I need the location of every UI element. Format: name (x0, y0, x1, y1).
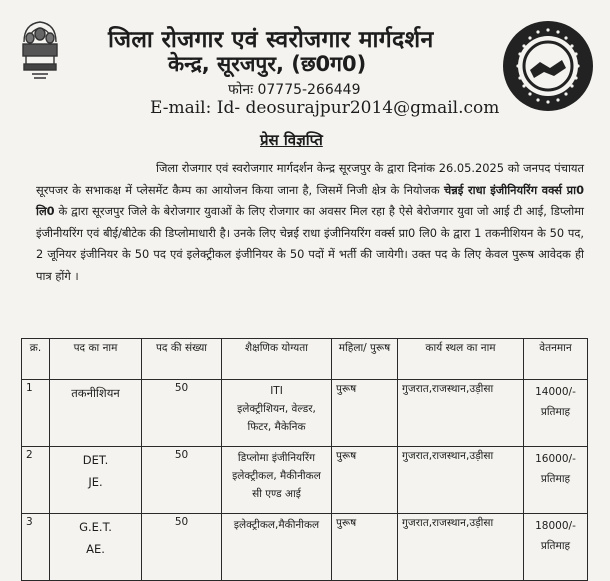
cell-workplace: गुजरात,राजस्थान,उड़ीसा (398, 514, 524, 581)
pay-period: प्रतिमाह (540, 406, 571, 418)
col-header-qualification: शैक्षणिक योग्यता (222, 339, 332, 380)
table-row (22, 447, 588, 514)
pay-amount: 18000/- (535, 520, 576, 532)
qual-line2: इलेक्ट्रीशियन, वेल्डर, (237, 403, 316, 415)
post-line2: AE. (86, 542, 105, 556)
table-row (22, 380, 588, 447)
state-emblem-icon (14, 16, 66, 86)
col-header-sno: क्र. (22, 339, 50, 380)
notice-text-part1: जिला रोजगार एवं स्वरोजगार मार्गदर्शन केन्द्र सूरजपुर के द्वारा दिनांक 26.05.2025 को जनपद पंचायत सूरपजर के सभाकक्ष में प्लेसमेंट कैम्प का आयोजन किया जाना है, जिसमें निजी क्षेत्र के नियोजक (36, 161, 584, 197)
table-row (22, 514, 588, 581)
cell-salary (524, 514, 588, 581)
qual-line2: इलेक्ट्रीकल, मैकीनीकल (232, 470, 321, 482)
qual-line1: डिप्लोमा इंजीनियरिंग (237, 452, 316, 464)
cell-workplace: गुजरात,राजस्थान,उड़ीसा (398, 447, 524, 514)
cell-count: 50 (142, 447, 222, 514)
table-header-row (22, 339, 588, 380)
cell-workplace: गुजरात,राजस्थान,उड़ीसा (398, 380, 524, 447)
office-name-line1: जिला रोजगार एवं स्वरोजगार मार्गदर्शन (108, 27, 434, 53)
pay-amount: 16000/- (535, 453, 576, 465)
col-header-workplace: कार्य स्थल का नाम (398, 339, 524, 380)
employer-name: चेन्नई राधा इंजीनियरिंग वर्क्स प्रा0 लि0 (36, 182, 584, 219)
notice-text-part2: के द्वारा सूरजपुर जिले के बेरोजगार युवाओं के लिए रोजगार का अवसर मिल रहा है ऐसे बेरोजगार युवा जो आई टी आई, डिप्लोमा इंजीनीयरिंग एवं बीई/बीटेक की डिप्लोमाधारी है। उनके लिए चेन्नई राधा इंजीनियरिंग वर्क्स प्रा0 लि0 के द्वारा 1 तकनीशियन के 50 पद, 2 जूनियर इंजीनियर के 50 पद एवं इलेक्ट्रीकल इंजीनियर के 50 पदों में भर्ती की जायेगी। उक्त पद के लिए केवल पुरूष आवेदक ही पात्र होंगे । (36, 204, 584, 283)
cell-count: 50 (142, 514, 222, 581)
cell-count: 50 (142, 380, 222, 447)
employment-exchange-seal-icon (500, 18, 596, 114)
office-email: E-mail: Id- deosurajpur2014@gmail.com (150, 98, 500, 118)
qual-line3: सी एण्ड आई (252, 488, 301, 500)
cell-gender: पुरूष (332, 380, 398, 447)
qual-line3: फिटर, मैकेनिक (247, 421, 306, 433)
cell-qualification (222, 514, 332, 581)
notice-paragraph (36, 158, 584, 288)
qual-line1: इलेक्ट्रीकल,मैकीनीकल (233, 519, 320, 531)
cell-qualification (222, 447, 332, 514)
cell-salary (524, 447, 588, 514)
office-phone: फोनः 07775-266449 (228, 82, 361, 98)
cell-sno: 2 (22, 447, 50, 514)
cell-post (50, 380, 142, 447)
cell-salary (524, 380, 588, 447)
pay-period: प्रतिमाह (540, 540, 571, 552)
cell-gender: पुरूष (332, 514, 398, 581)
post-line1: तकनीशियन (71, 386, 120, 400)
post-line1: G.E.T. (79, 520, 112, 534)
col-header-gender: महिला/ पुरूष (332, 339, 398, 380)
qual-line1: ITI (270, 385, 283, 397)
cell-sno: 3 (22, 514, 50, 581)
cell-qualification (222, 380, 332, 447)
cell-gender: पुरूष (332, 447, 398, 514)
post-line2: JE. (88, 475, 103, 489)
press-release-title: प्रेस विज्ञप्ति (260, 131, 323, 149)
col-header-post: पद का नाम (50, 339, 142, 380)
col-header-salary: वेतनमान (524, 339, 588, 380)
vacancy-table (21, 338, 588, 581)
post-line1: DET. (82, 453, 109, 467)
cell-post (50, 514, 142, 581)
cell-post (50, 447, 142, 514)
office-name-line2: केन्द्र, सूरजपुर, (छ0ग0) (168, 52, 367, 76)
pay-amount: 14000/- (535, 386, 576, 398)
col-header-count: पद की संख्या (142, 339, 222, 380)
cell-sno: 1 (22, 380, 50, 447)
pay-period: प्रतिमाह (540, 473, 571, 485)
